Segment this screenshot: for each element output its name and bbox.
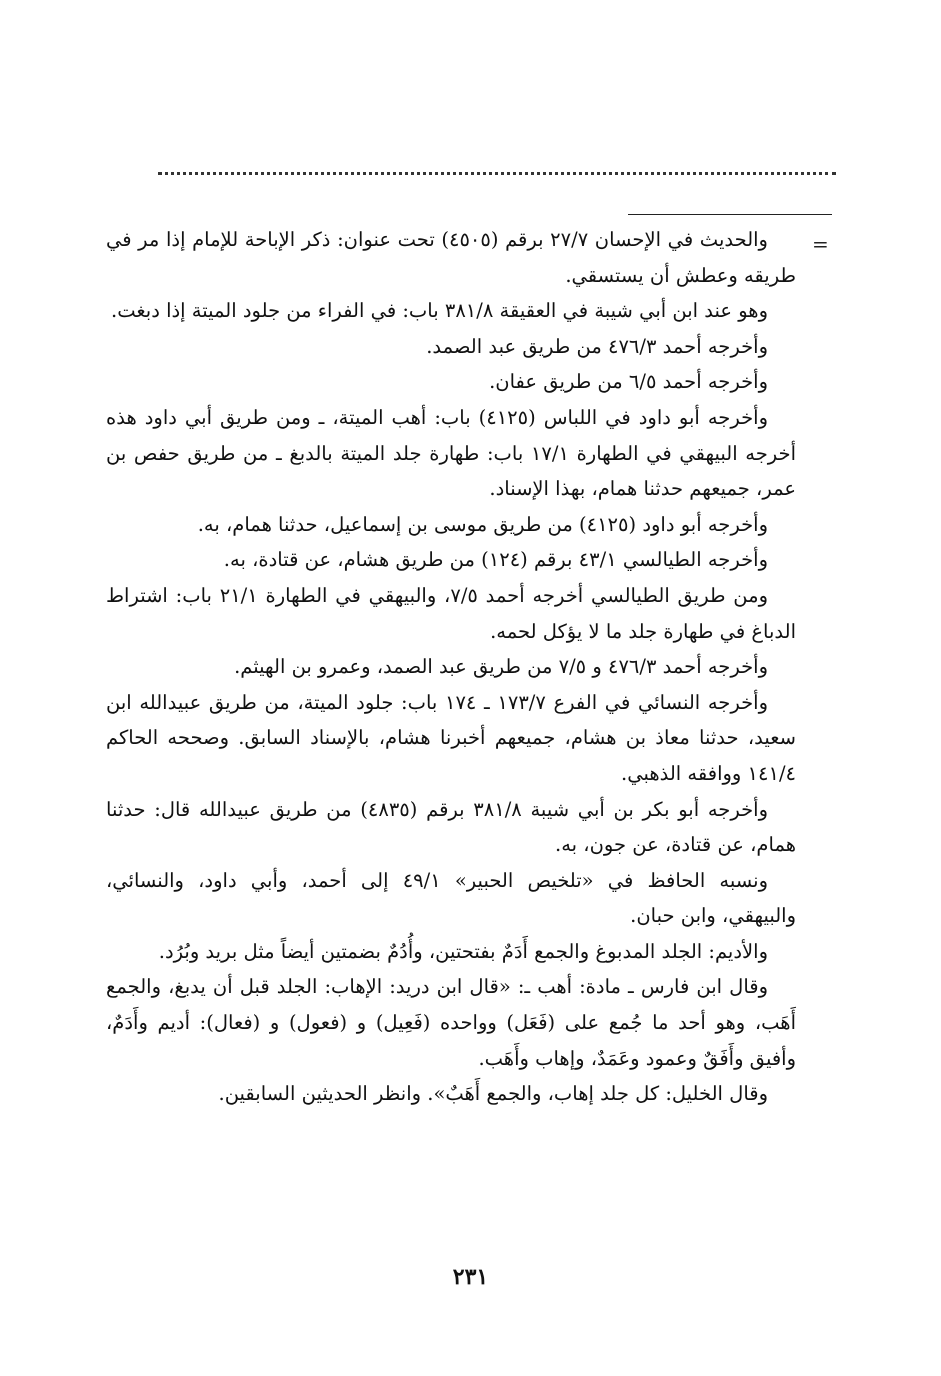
dotted-separator [158, 172, 836, 175]
footnote-rule [628, 214, 832, 215]
paragraph: وأخرجه النسائي في الفرع ١٧٣/٧ ـ ١٧٤ باب: جلود الميتة، من طريق عبيدالله ابن سعيد، حدثنا معاذ بن هشام، جميعهم أخبرنا هشام، بالإسناد السابق. وصححه الحاكم ١٤١/٤ ووافقه الذهبي. [106, 690, 796, 785]
paragraph: وقال الخليل: كل جلد إهاب، والجمع أَهَبٌ». وانظر الحديثين السابقين. [218, 1082, 768, 1106]
paragraph: وأخرجه الطيالسي ٤٣/١ برقم (١٢٤) من طريق هشام، عن قتادة، به. [223, 548, 768, 572]
page-number: ٢٣١ [452, 1264, 489, 1290]
paragraph: والأديم: الجلد المدبوغ والجمع أَدَمٌ بفتحتين، وأُدُمٌ بضمتين أيضاً مثل بريد وبُرُد. [158, 939, 768, 963]
paragraph: وقال ابن فارس ـ مادة: أهب ـ: «قال ابن دريد: الإهاب: الجلد قبل أن يدبغ، والجمع أَهَب، وهو أحد ما جُمع على (فَعَل) وواحده (فَعِيل) و (فعول) و (فعال): أديم وأَدَمٌ، وأفيق وأَفَقٌ وعمود وعَمَدٌ، وإهاب وأَهَب. [106, 975, 796, 1070]
paragraph: والحديث في الإحسان ٢٧/٧ برقم (٤٥٠٥) تحت عنوان: ذكر الإباحة للإمام إذا مر في طريقه وعطش أن يستسقي. [106, 228, 796, 287]
paragraph: ونسبه الحافظ في «تلخيص الحبير» ٤٩/١ إلى أحمد، وأبي داود، والنسائي، والبيهقي، وابن حبان. [106, 868, 796, 928]
paragraph: ومن طريق الطيالسي أخرجه أحمد ٧/٥، والبيهقي في الطهارة ٢١/١ باب: اشتراط الدباغ في طهارة جلد ما لا يؤكل لحمه. [106, 583, 796, 643]
paragraph: وأخرجه أحمد ٤٧٦/٣ و ٧/٥ من طريق عبد الصمد، وعمرو بن الهيثم. [234, 655, 768, 679]
paragraph: وهو عند ابن أبي شيبة في العقيقة ٣٨١/٨ باب: في الفراء من جلود الميتة إذا دبغت. [111, 299, 768, 323]
continuation-mark: = [812, 232, 829, 256]
paragraph: وأخرجه أبو داود (٤١٢٥) من طريق موسى بن إسماعيل، حدثنا همام، به. [197, 512, 768, 536]
paragraph: وأخرجه أبو داود في اللباس (٤١٢٥) باب: أهب الميتة، ـ ومن طريق أبي داود هذه أخرجه البيهقي في الطهارة ١٧/١ باب: طهارة جلد الميتة بالدبغ ـ من طريق حفص بن عمر، جميعهم حدثنا همام، بهذا الإسناد. [106, 405, 796, 501]
paragraph: وأخرجه أبو بكر بن أبي شيبة ٣٨١/٨ برقم (٤٨٣٥) من طريق عبيدالله قال: حدثنا همام، عن قتادة، عن جون، به. [106, 797, 796, 857]
footnote-body [106, 222, 796, 1112]
paragraph: وأخرجه أحمد ٤٧٦/٣ من طريق عبد الصمد. [426, 334, 768, 358]
paragraph: وأخرجه أحمد ٦/٥ من طريق عفان. [489, 370, 768, 394]
